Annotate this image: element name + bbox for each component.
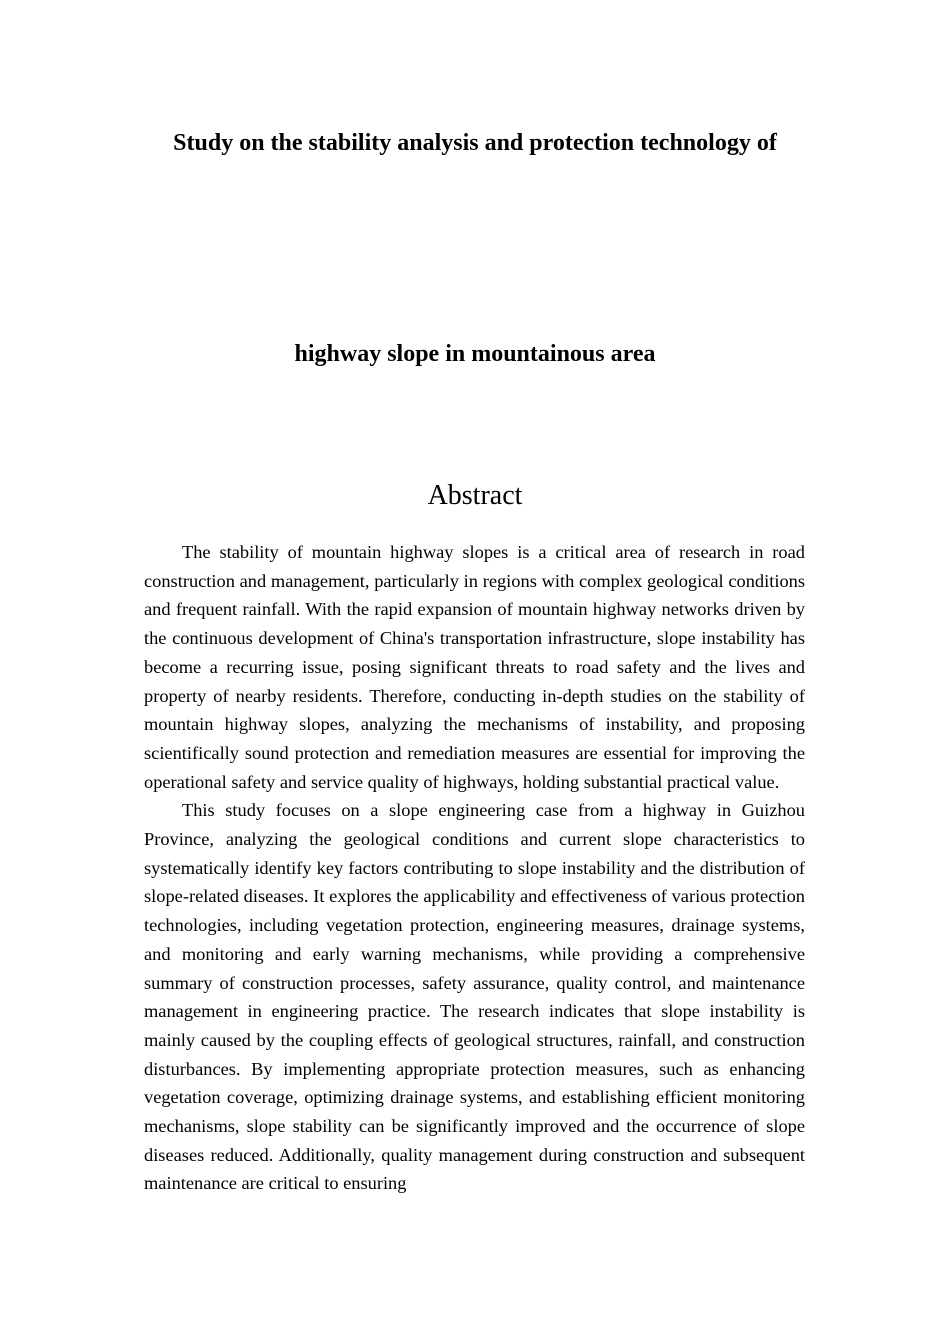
abstract-paragraph-2: This study focuses on a slope engineering case from a highway in Guizhou Province, analyzing the geological conditions and current slope characteristics to systematically identify key factors contributing to slope instability and the distribution of slope-related diseases. It explores the applicability and effectiveness of various protection technologies, including vegetation protection, engineering measures, drainage systems, and monitoring and early warning mechanisms, while providing a comprehensive summary of construction processes, safety assurance, quality control, and maintenance management in engineering practice. The research indicates that slope instability is mainly caused by the coupling effects of geological structures, rainfall, and construction disturbances. By implementing appropriate protection measures, such as enhancing vegetation coverage, optimizing drainage systems, and establishing efficient monitoring mechanisms, slope stability can be significantly improved and the occurrence of slope diseases reduced. Additionally, quality management during construction and subsequent maintenance are critical to ensuring [144,800,805,1194]
abstract-paragraph-1: The stability of mountain highway slopes is a critical area of research in road construction and management, particularly in regions with complex geological conditions and frequent rainfall. With the rapid expansion of mountain highway networks driven by the continuous development of China's transportation infrastructure, slope instability has become a recurring issue, posing significant threats to road safety and the lives and property of nearby residents. Therefore, conducting in-depth studies on the stability of mountain highway slopes, analyzing the mechanisms of instability, and proposing scientifically sound protection and remediation measures are essential for improving the operational safety and service quality of highways, holding substantial practical value. [144,542,805,792]
abstract-body [144,538,805,1198]
title-line-2: highway slope in mountainous area [294,341,656,367]
title-line-1: Study on the stability analysis and protection technology of [173,130,777,156]
abstract-heading: Abstract [427,480,523,511]
